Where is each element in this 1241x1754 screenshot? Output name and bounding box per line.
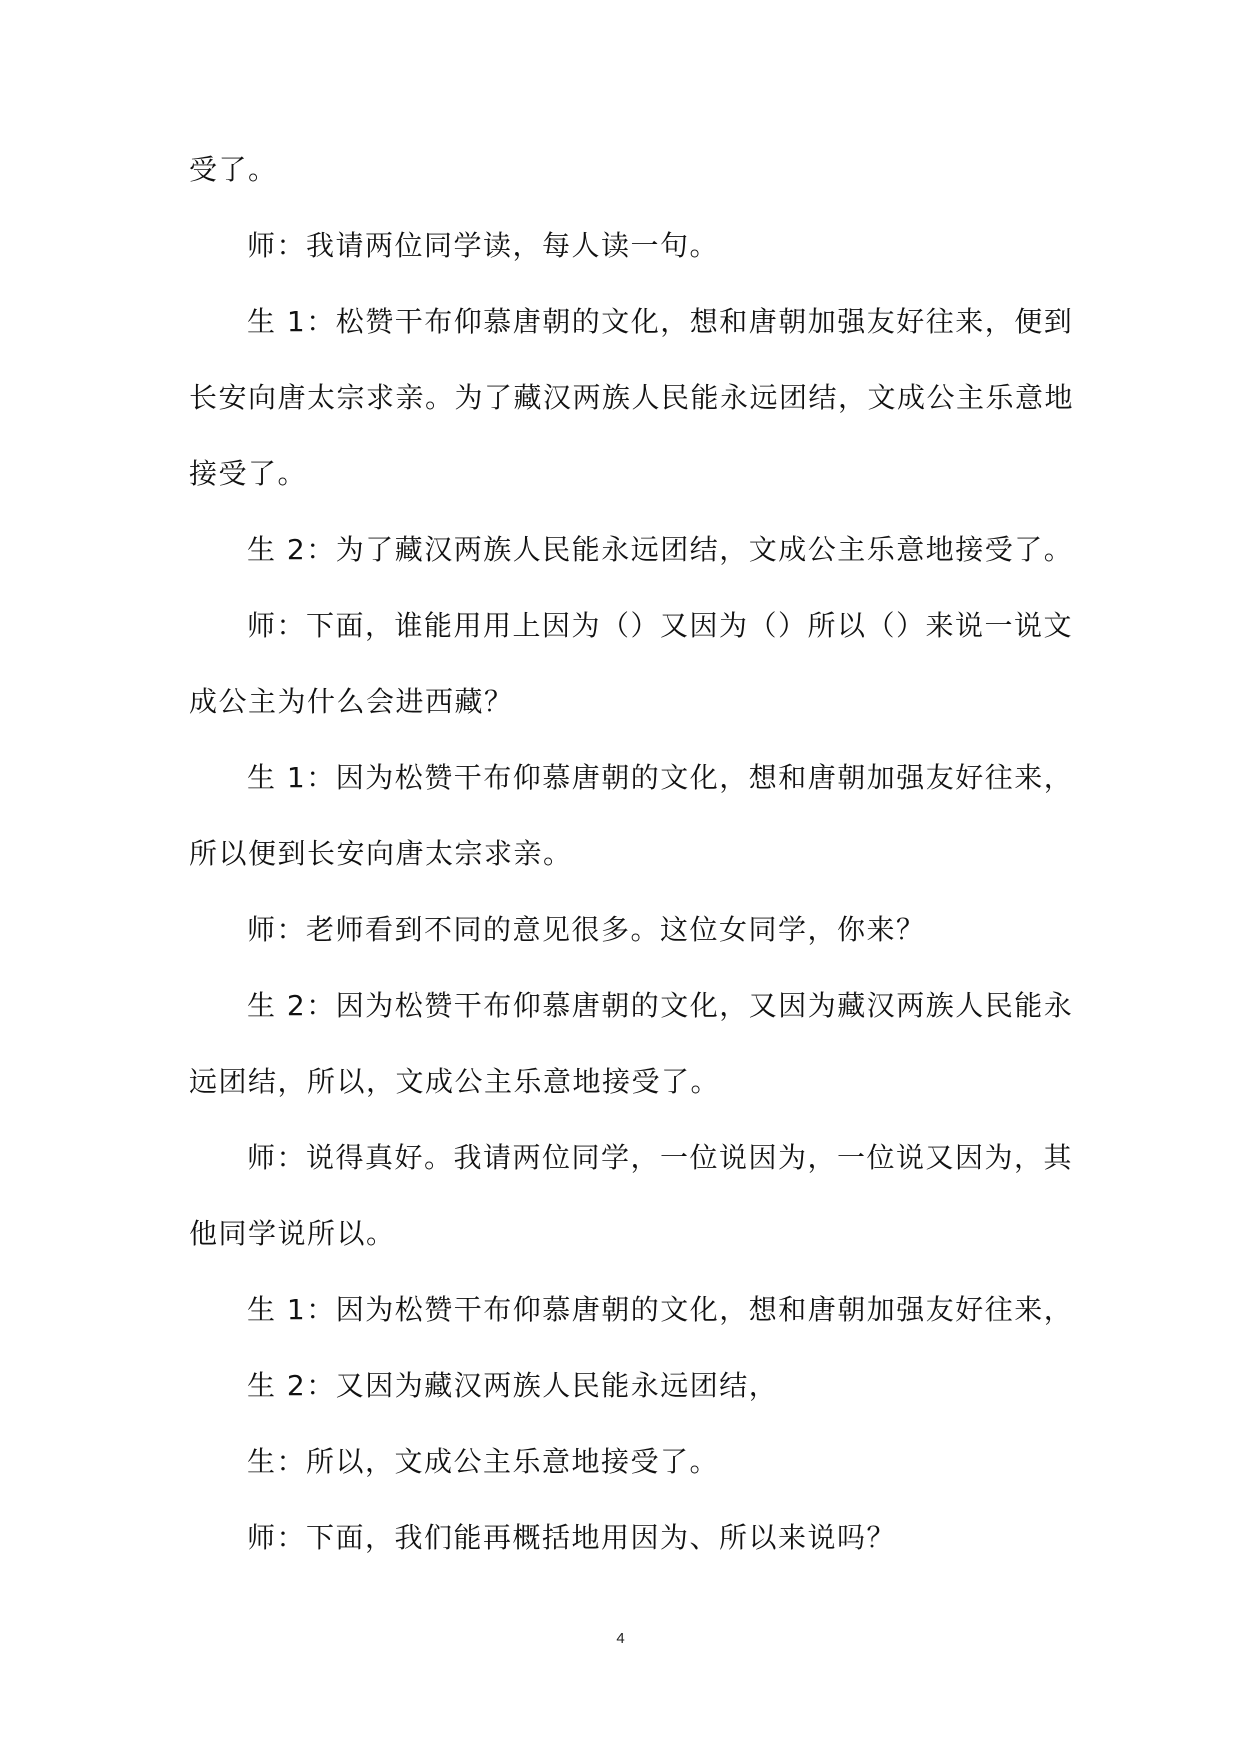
text-line: 师：老师看到不同的意见很多。这位女同学，你来？	[247, 913, 926, 946]
text-line: 生 2：又因为藏汉两族人民能永远团结，	[247, 1369, 779, 1402]
text-line: 受了。	[189, 153, 278, 186]
text-line: 接受了。	[189, 457, 308, 490]
text-line: 生：所以，文成公主乐意地接受了。	[247, 1445, 720, 1478]
text-line: 生 1：松赞干布仰慕唐朝的文化，想和唐朝加强友好往来，便到	[247, 305, 1074, 338]
text-line: 师：下面，谁能用用上因为（）又因为（）所以（）来说一说文	[247, 609, 1074, 642]
text-line: 长安向唐太宗求亲。为了藏汉两族人民能永远团结，文成公主乐意地	[189, 381, 1075, 414]
body-text	[189, 140, 1075, 1584]
page-number: 4	[616, 1630, 625, 1647]
text-line: 他同学说所以。	[189, 1217, 396, 1250]
text-line: 生 1：因为松赞干布仰慕唐朝的文化，想和唐朝加强友好往来，	[247, 1293, 1074, 1326]
text-line: 师：下面，我们能再概括地用因为、所以来说吗？	[247, 1521, 897, 1554]
text-line: 远团结，所以，文成公主乐意地接受了。	[189, 1065, 721, 1098]
text-line: 成公主为什么会进西藏？	[189, 685, 514, 718]
text-line: 生 2：因为松赞干布仰慕唐朝的文化，又因为藏汉两族人民能永	[247, 989, 1074, 1022]
text-line: 生 1：因为松赞干布仰慕唐朝的文化，想和唐朝加强友好往来，	[247, 761, 1074, 794]
text-line: 师：说得真好。我请两位同学，一位说因为，一位说又因为，其	[247, 1141, 1074, 1174]
text-line: 生 2：为了藏汉两族人民能永远团结，文成公主乐意地接受了。	[247, 533, 1074, 566]
text-line: 师：我请两位同学读，每人读一句。	[247, 229, 720, 262]
text-line: 所以便到长安向唐太宗求亲。	[189, 837, 573, 870]
